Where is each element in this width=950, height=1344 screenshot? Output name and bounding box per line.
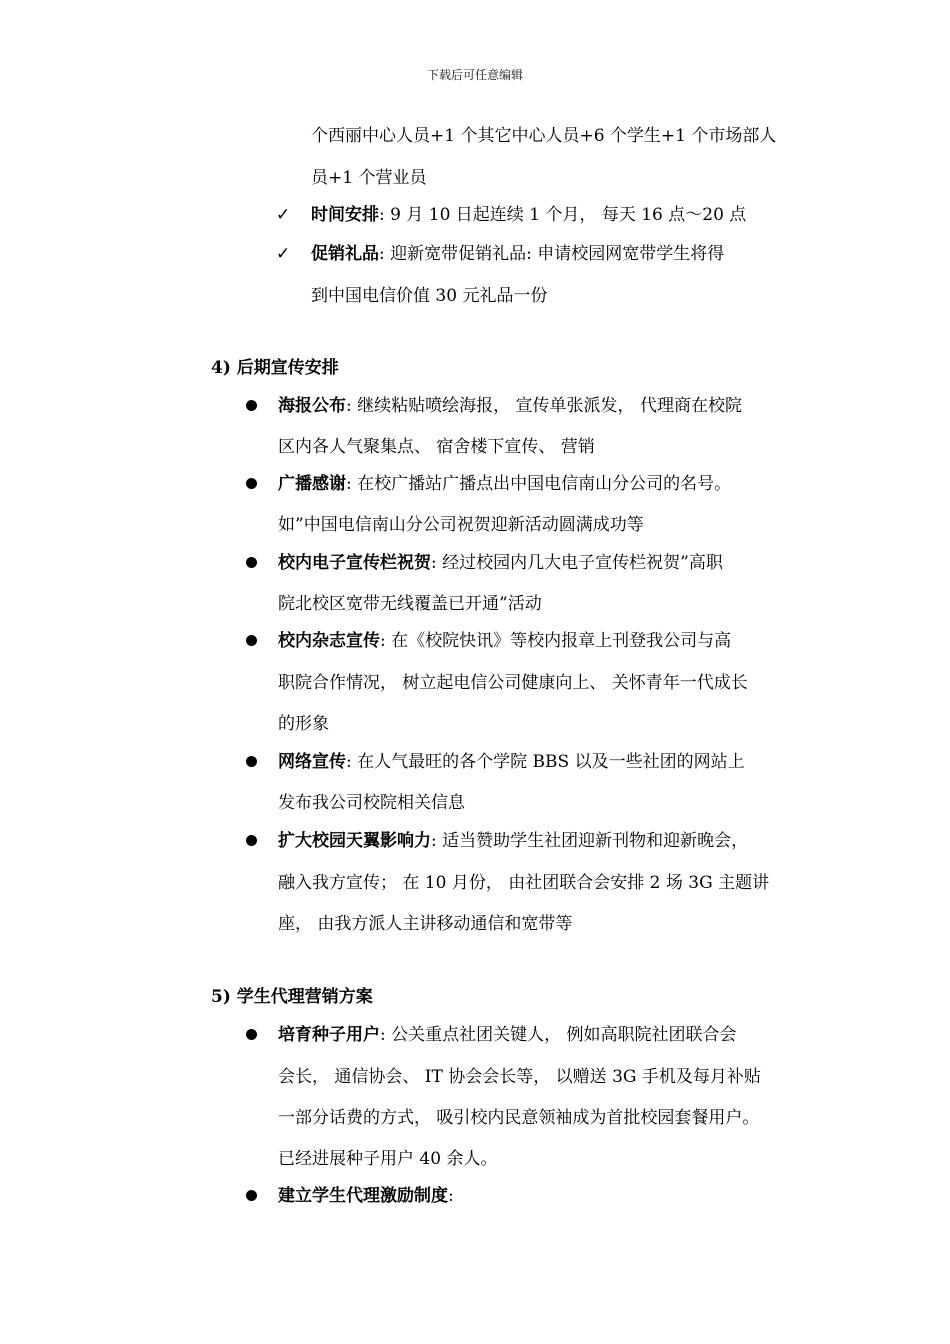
list-item	[278, 829, 748, 853]
list-item	[278, 394, 742, 418]
item-text: : 在《校院快讯》等校内报章上刊登我公司与高	[380, 631, 732, 651]
paragraph-line: 发布我公司校院相关信息	[278, 793, 465, 813]
check-icon: ✓	[276, 244, 291, 264]
paragraph-line: 员+1 个营业员	[311, 168, 427, 188]
list-item-time	[311, 203, 746, 227]
item-text: : 9 月 10 日起连续 1 个月， 每天 16 点～20 点	[379, 205, 747, 225]
paragraph-line: 会长， 通信协会、 IT 协会会长等， 以赠送 3G 手机及每月补贴	[278, 1067, 761, 1087]
item-text: :	[448, 1186, 454, 1206]
item-label: 促销礼品	[311, 244, 379, 264]
bullet-icon	[246, 835, 257, 846]
paragraph-line: 如”中国电信南山分公司祝贺迎新活动圆满成功等	[278, 515, 644, 535]
item-label: 培育种子用户	[278, 1025, 380, 1045]
item-text: : 在校广播站广播点出中国电信南山分公司的名号。	[346, 474, 732, 494]
paragraph-line: 院北校区宽带无线覆盖已开通”活动	[278, 594, 542, 614]
list-item	[278, 551, 723, 575]
paragraph-line: 个西丽中心人员+1 个其它中心人员+6 个学生+1 个市场部人	[311, 126, 777, 146]
list-item	[278, 629, 731, 653]
page-header: 下载后可任意编辑	[426, 68, 523, 82]
paragraph-line: 职院合作情况， 树立起电信公司健康向上、 关怀青年一代成长	[278, 673, 748, 693]
list-item-gift	[311, 242, 724, 266]
item-label: 广播感谢	[278, 474, 346, 494]
section-title: 4) 后期宣传安排	[211, 358, 339, 378]
item-text: : 迎新宽带促销礼品: 申请校园网宽带学生将得	[379, 244, 725, 264]
list-item	[278, 472, 731, 496]
list-item	[278, 1184, 454, 1208]
paragraph-line: 区内各人气聚集点、 宿舍楼下宣传、 营销	[278, 437, 595, 457]
paragraph-line: 座， 由我方派人主讲移动通信和宽带等	[278, 914, 573, 934]
item-label: 建立学生代理激励制度	[278, 1186, 448, 1206]
item-label: 校内杂志宣传	[278, 631, 380, 651]
item-label: 海报公布	[278, 396, 346, 416]
item-label: 校内电子宣传栏祝贺	[278, 553, 431, 573]
item-text: : 适当赞助学生社团迎新刊物和迎新晚会，	[431, 831, 749, 851]
list-item	[278, 750, 745, 774]
check-icon: ✓	[276, 205, 291, 225]
item-label: 时间安排	[311, 205, 379, 225]
item-label: 扩大校园天翼影响力	[278, 831, 431, 851]
item-text: : 经过校园内几大电子宣传栏祝贺”高职	[431, 553, 723, 573]
item-label: 网络宣传	[278, 752, 346, 772]
paragraph-line: 一部分话费的方式， 吸引校内民意领袖成为首批校园套餐用户。	[278, 1108, 760, 1128]
list-item	[278, 1023, 737, 1047]
bullet-icon	[246, 756, 257, 767]
item-text: : 在人气最旺的各个学院 BBS 以及一些社团的网站上	[346, 752, 745, 772]
bullet-icon	[246, 478, 257, 489]
paragraph-line: 已经进展种子用户 40 余人。	[278, 1149, 498, 1169]
section-title: 5) 学生代理营销方案	[211, 987, 373, 1007]
paragraph-line: 的形象	[278, 714, 329, 734]
bullet-icon	[246, 557, 257, 568]
item-text: : 公关重点社团关键人， 例如高职院社团联合会	[380, 1025, 737, 1045]
paragraph-line: 融入我方宣传； 在 10 月份， 由社团联合会安排 2 场 3G 主题讲	[278, 873, 770, 893]
bullet-icon	[246, 1190, 257, 1201]
bullet-icon	[246, 400, 257, 411]
item-text: : 继续粘贴喷绘海报， 宣传单张派发， 代理商在校院	[346, 396, 742, 416]
bullet-icon	[246, 635, 257, 646]
paragraph-line: 到中国电信价值 30 元礼品一份	[311, 286, 548, 306]
bullet-icon	[246, 1029, 257, 1040]
